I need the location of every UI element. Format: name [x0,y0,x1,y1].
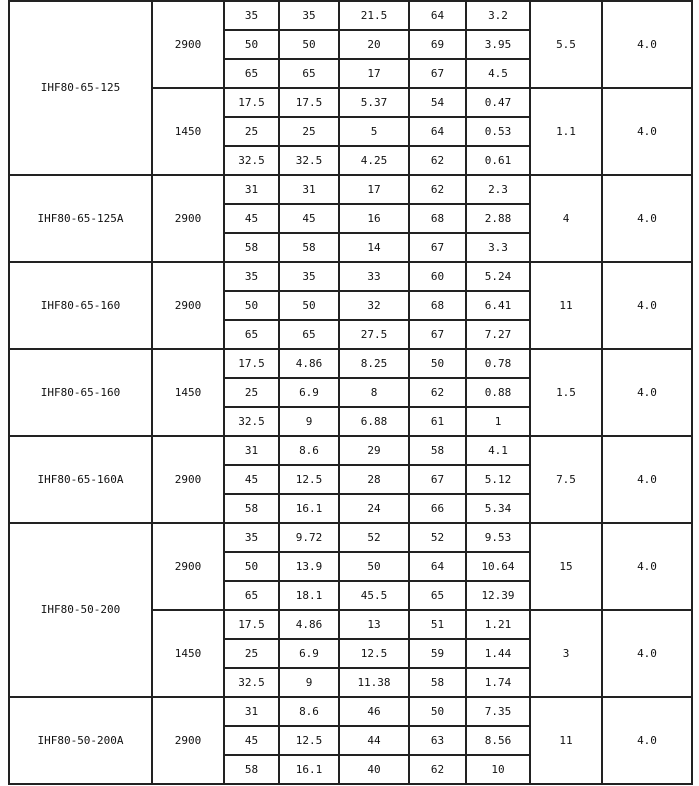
value-cell-4: 59 [409,639,466,668]
value-cell-3: 12.5 [339,639,409,668]
value-cell-3: 50 [339,552,409,581]
pump-spec-table-wrapper [8,0,691,785]
value-cell-3: 40 [339,755,409,784]
value-cell-5: 3.3 [466,233,530,262]
value-cell-1: 58 [224,494,279,523]
value-cell-4: 62 [409,378,466,407]
model-cell: IHF80-50-200A [9,697,152,784]
model-cell: IHF80-50-200 [9,523,152,697]
value-cell-3: 33 [339,262,409,291]
value-cell-5: 1.74 [466,668,530,697]
value-cell-2: 32.5 [279,146,339,175]
npsh-cell: 4.0 [602,1,692,88]
npsh-cell: 4.0 [602,262,692,349]
npsh-cell: 4.0 [602,610,692,697]
value-cell-4: 68 [409,291,466,320]
power-cell: 7.5 [530,436,602,523]
value-cell-5: 0.53 [466,117,530,146]
value-cell-1: 31 [224,697,279,726]
value-cell-1: 50 [224,552,279,581]
value-cell-4: 54 [409,88,466,117]
speed-cell: 2900 [152,1,224,88]
value-cell-2: 35 [279,262,339,291]
model-cell: IHF80-65-125 [9,1,152,175]
pump-spec-table-body [9,1,692,784]
table-row [9,262,692,291]
speed-cell: 2900 [152,523,224,610]
value-cell-4: 60 [409,262,466,291]
value-cell-4: 69 [409,30,466,59]
npsh-cell: 4.0 [602,436,692,523]
value-cell-1: 35 [224,1,279,30]
value-cell-3: 13 [339,610,409,639]
value-cell-5: 12.39 [466,581,530,610]
value-cell-2: 6.9 [279,639,339,668]
value-cell-5: 6.41 [466,291,530,320]
value-cell-4: 58 [409,668,466,697]
model-cell: IHF80-65-160 [9,349,152,436]
model-cell: IHF80-65-160A [9,436,152,523]
speed-cell: 2900 [152,697,224,784]
value-cell-3: 17 [339,59,409,88]
value-cell-2: 50 [279,30,339,59]
value-cell-5: 5.34 [466,494,530,523]
speed-cell: 2900 [152,262,224,349]
value-cell-4: 58 [409,436,466,465]
value-cell-5: 1 [466,407,530,436]
value-cell-3: 29 [339,436,409,465]
value-cell-2: 9.72 [279,523,339,552]
power-cell: 4 [530,175,602,262]
table-row [9,436,692,465]
value-cell-2: 13.9 [279,552,339,581]
value-cell-3: 16 [339,204,409,233]
value-cell-5: 4.5 [466,59,530,88]
value-cell-5: 5.24 [466,262,530,291]
value-cell-3: 8 [339,378,409,407]
table-row [9,523,692,552]
value-cell-5: 0.47 [466,88,530,117]
value-cell-3: 44 [339,726,409,755]
value-cell-2: 16.1 [279,494,339,523]
speed-cell: 1450 [152,349,224,436]
model-cell: IHF80-65-125A [9,175,152,262]
value-cell-4: 68 [409,204,466,233]
value-cell-4: 67 [409,59,466,88]
value-cell-4: 62 [409,146,466,175]
value-cell-3: 32 [339,291,409,320]
power-cell: 3 [530,610,602,697]
value-cell-1: 45 [224,726,279,755]
value-cell-2: 58 [279,233,339,262]
power-cell: 11 [530,262,602,349]
power-cell: 11 [530,697,602,784]
speed-cell: 1450 [152,88,224,175]
value-cell-4: 67 [409,233,466,262]
value-cell-2: 8.6 [279,697,339,726]
npsh-cell: 4.0 [602,175,692,262]
value-cell-3: 8.25 [339,349,409,378]
value-cell-3: 4.25 [339,146,409,175]
value-cell-5: 0.78 [466,349,530,378]
value-cell-2: 45 [279,204,339,233]
value-cell-1: 65 [224,320,279,349]
value-cell-2: 6.9 [279,378,339,407]
value-cell-5: 2.88 [466,204,530,233]
pump-spec-table [8,0,693,785]
value-cell-2: 65 [279,59,339,88]
value-cell-3: 28 [339,465,409,494]
value-cell-5: 2.3 [466,175,530,204]
value-cell-2: 35 [279,1,339,30]
value-cell-2: 12.5 [279,726,339,755]
value-cell-5: 3.2 [466,1,530,30]
table-row [9,697,692,726]
value-cell-1: 25 [224,639,279,668]
value-cell-1: 31 [224,436,279,465]
table-row [9,1,692,30]
value-cell-5: 5.12 [466,465,530,494]
model-cell: IHF80-65-160 [9,262,152,349]
value-cell-5: 1.21 [466,610,530,639]
value-cell-4: 65 [409,581,466,610]
value-cell-1: 58 [224,755,279,784]
value-cell-4: 64 [409,117,466,146]
power-cell: 5.5 [530,1,602,88]
value-cell-3: 6.88 [339,407,409,436]
value-cell-3: 20 [339,30,409,59]
value-cell-3: 5.37 [339,88,409,117]
value-cell-3: 27.5 [339,320,409,349]
value-cell-5: 10 [466,755,530,784]
value-cell-2: 65 [279,320,339,349]
value-cell-1: 65 [224,581,279,610]
table-row [9,175,692,204]
value-cell-5: 9.53 [466,523,530,552]
value-cell-1: 58 [224,233,279,262]
value-cell-2: 4.86 [279,349,339,378]
value-cell-1: 32.5 [224,668,279,697]
value-cell-5: 0.88 [466,378,530,407]
value-cell-4: 64 [409,552,466,581]
power-cell: 1.5 [530,349,602,436]
value-cell-1: 35 [224,523,279,552]
value-cell-3: 21.5 [339,1,409,30]
value-cell-1: 45 [224,204,279,233]
value-cell-2: 16.1 [279,755,339,784]
value-cell-2: 4.86 [279,610,339,639]
value-cell-5: 3.95 [466,30,530,59]
value-cell-4: 62 [409,175,466,204]
table-row [9,349,692,378]
npsh-cell: 4.0 [602,697,692,784]
value-cell-2: 50 [279,291,339,320]
value-cell-3: 11.38 [339,668,409,697]
value-cell-1: 50 [224,291,279,320]
speed-cell: 2900 [152,436,224,523]
value-cell-2: 31 [279,175,339,204]
value-cell-1: 32.5 [224,407,279,436]
value-cell-4: 61 [409,407,466,436]
npsh-cell: 4.0 [602,349,692,436]
speed-cell: 1450 [152,610,224,697]
value-cell-2: 18.1 [279,581,339,610]
value-cell-1: 17.5 [224,610,279,639]
value-cell-3: 52 [339,523,409,552]
value-cell-1: 25 [224,378,279,407]
value-cell-2: 17.5 [279,88,339,117]
value-cell-1: 17.5 [224,349,279,378]
value-cell-5: 1.44 [466,639,530,668]
value-cell-1: 35 [224,262,279,291]
value-cell-4: 51 [409,610,466,639]
value-cell-4: 67 [409,320,466,349]
value-cell-4: 64 [409,1,466,30]
value-cell-5: 10.64 [466,552,530,581]
value-cell-4: 67 [409,465,466,494]
value-cell-4: 50 [409,349,466,378]
npsh-cell: 4.0 [602,523,692,610]
value-cell-2: 9 [279,407,339,436]
value-cell-3: 17 [339,175,409,204]
value-cell-5: 4.1 [466,436,530,465]
value-cell-3: 24 [339,494,409,523]
value-cell-1: 45 [224,465,279,494]
value-cell-3: 5 [339,117,409,146]
npsh-cell: 4.0 [602,88,692,175]
value-cell-1: 50 [224,30,279,59]
value-cell-4: 50 [409,697,466,726]
value-cell-3: 14 [339,233,409,262]
value-cell-2: 9 [279,668,339,697]
value-cell-1: 25 [224,117,279,146]
value-cell-5: 8.56 [466,726,530,755]
value-cell-2: 8.6 [279,436,339,465]
value-cell-4: 66 [409,494,466,523]
value-cell-2: 25 [279,117,339,146]
value-cell-5: 0.61 [466,146,530,175]
value-cell-1: 17.5 [224,88,279,117]
value-cell-3: 46 [339,697,409,726]
value-cell-1: 65 [224,59,279,88]
value-cell-5: 7.35 [466,697,530,726]
value-cell-1: 31 [224,175,279,204]
power-cell: 15 [530,523,602,610]
value-cell-4: 62 [409,755,466,784]
value-cell-4: 52 [409,523,466,552]
value-cell-3: 45.5 [339,581,409,610]
value-cell-4: 63 [409,726,466,755]
value-cell-2: 12.5 [279,465,339,494]
value-cell-5: 7.27 [466,320,530,349]
power-cell: 1.1 [530,88,602,175]
speed-cell: 2900 [152,175,224,262]
value-cell-1: 32.5 [224,146,279,175]
